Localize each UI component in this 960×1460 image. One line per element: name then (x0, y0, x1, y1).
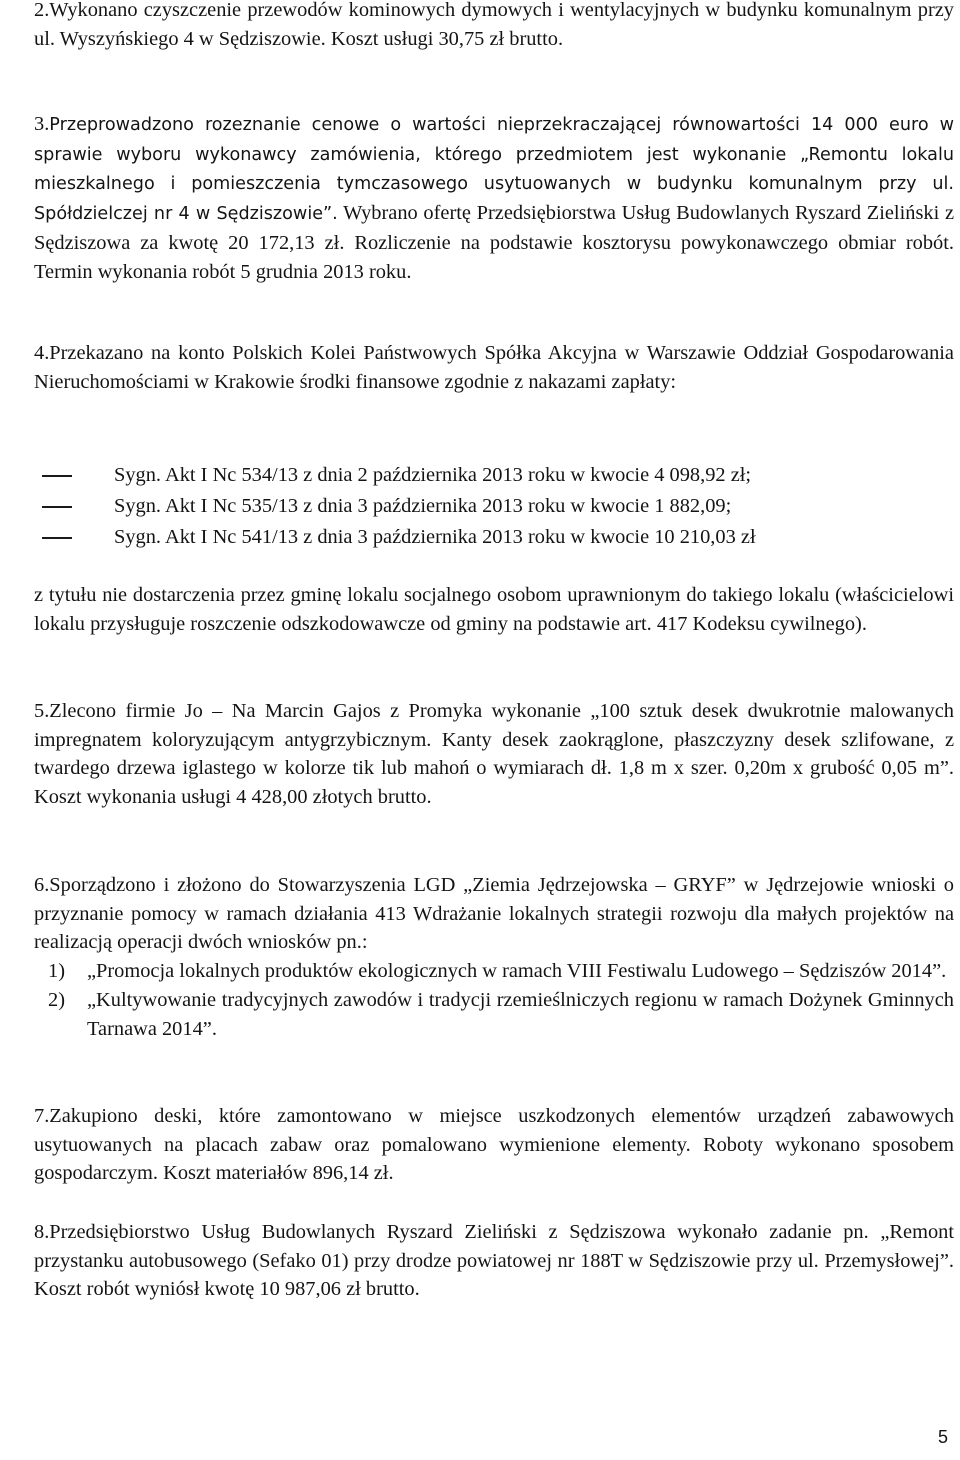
applications-list (34, 957, 954, 1043)
item-number: 8. (34, 1221, 50, 1243)
item-text: Przekazano na konto Polskich Kolei Państwowych Spółka Akcyjna w Warszawie Oddział Gospodarowania Nieruchomościami w Krakowie środki finansowe zgodnie z nakazami zapłaty: (34, 342, 954, 393)
item-8 (34, 1218, 954, 1304)
item-text: Wybrano ofertę Przedsiębiorstwa Usług Budowlanych Ryszard Zieliński z Sędziszowa za kwotę 20 172,13 zł. Rozliczenie na podstawie kosztorysu powykonawczego obmiar robót. Termin wykonania robót 5 grudnia 2013 roku. (34, 202, 955, 283)
list-item: 2) „Kultywowanie tradycyjnych zawodów i tradycji rzemieślniczych regionu w ramach Dożynek Gminnych Tarnawa 2014”. (34, 986, 954, 1043)
item-number: 7. (34, 1105, 50, 1127)
item-text: Przedsiębiorstwo Usług Budowlanych Ryszard Zieliński z Sędziszowa wykonało zadanie pn. „Remont przystanku autobusowego (Sefako 01) przy drodze powiatowej nr 188T w Sędziszowie przy ul. Przemysłowej”. Koszt robót wyniósł kwotę 10 987,06 zł brutto. (34, 1221, 954, 1301)
list-number: 1) (48, 960, 65, 983)
item-number: 6. (34, 874, 50, 896)
item-number: 2. (34, 0, 50, 21)
item-text: Sporządzono i złożono do Stowarzyszenia LGD „Ziemia Jędrzejowska – GRYF” w Jędrzejowie wnioski o przyznanie pomocy w ramach działania 413 Wdrażanie lokalnych strategii rozwoju dla małych projektów na realizacją operacji dwóch wniosków pn.: (34, 874, 954, 954)
item-number: 3. (34, 113, 50, 135)
list-number: 2) (48, 988, 65, 1011)
dash-bullet (42, 506, 72, 508)
list-item: Sygn. Akt I Nc 541/13 z dnia 3 października 2013 roku w kwocie 10 210,03 zł (34, 523, 954, 554)
item-text: Wykonano czyszczenie przewodów kominowych dymowych i wentylacyjnych w budynku komunalnym przy ul. Wyszyńskiego 4 w Sędziszowie. Koszt usługi 30,75 zł brutto. (34, 0, 954, 50)
closing-text: z tytułu nie dostarczenia przez gminę lokalu socjalnego osobom uprawnionym do takiego lokalu (właścicielowi lokalu przysługuje roszczenie odszkodowawcze od gminy na podstawie art. 417 Kodeksu cywilnego). (34, 584, 954, 635)
item-text: Zlecono firmie Jo – Na Marcin Gajos z Promyka wykonanie „100 sztuk desek dwukrotnie malowanych impregnatem koloryzującym antygrzybicznym. Kanty desek zaokrąglone, płaszczyzny desek szlifowane, z twardego drzewa iglastego w kolorze tik lub mahoń o wymiarach dł. 1,8 m x szer. 0,20m x grubość 0,05 m”. Koszt wykonania usługi 4 428,00 złotych brutto. (34, 700, 954, 809)
page-number: 5 (938, 1427, 949, 1447)
list-item: 1) „Promocja lokalnych produktów ekologicznych w ramach VIII Festiwalu Ludowego – Sędziszów 2014”. (34, 957, 954, 986)
item-number: 4. (34, 342, 50, 364)
item-number: 5. (34, 700, 50, 722)
list-item: Sygn. Akt I Nc 535/13 z dnia 3 października 2013 roku w kwocie 1 882,09; (34, 492, 954, 523)
item-7 (34, 1102, 954, 1188)
item-6 (34, 871, 954, 1043)
item-text-sans: Przeprowadzono rozeznanie cenowe o wartości nieprzekraczającej równowartości 14 000 euro w sprawie wyboru wykonawcy zamówienia, którego przedmiotem jest wykonanie „Remontu lokalu mieszkalnego i pomieszczenia tymczasowego usytuowanych w budynku komunalnym przy ul. Spółdzielczej nr 4 w Sędziszowie”. (34, 115, 954, 225)
item-4-closing (34, 581, 954, 638)
item-2 (34, 0, 954, 53)
item-3 (34, 110, 954, 286)
item-5 (34, 697, 954, 812)
payment-orders-list (34, 461, 954, 554)
item-4 (34, 339, 954, 396)
item-text: Zakupiono deski, które zamontowano w miejsce uszkodzonych elementów urządzeń zabawowych usytuowanych na placach zabaw oraz pomalowano wymienione elementy. Roboty wykonano sposobem gospodarczym. Koszt materiałów 896,14 zł. (34, 1105, 954, 1185)
list-item: Sygn. Akt I Nc 534/13 z dnia 2 października 2013 roku w kwocie 4 098,92 zł; (34, 461, 954, 492)
dash-bullet (42, 475, 72, 477)
dash-bullet (42, 537, 72, 539)
